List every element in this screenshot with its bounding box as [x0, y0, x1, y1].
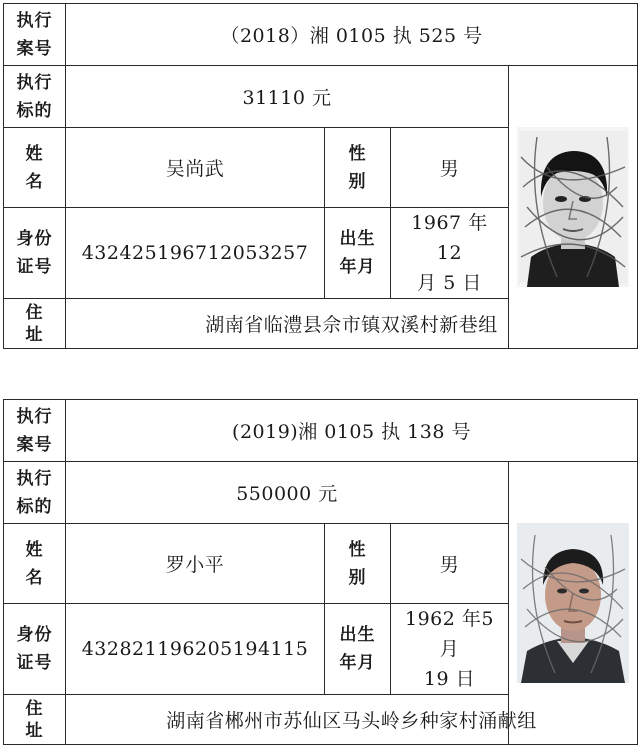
birth-value: 1967 年 12 月 5 日 [391, 208, 509, 299]
address-value: 湖南省郴州市苏仙区马头岭乡种家村涌献组 [66, 695, 638, 745]
name-value: 吴尚武 [66, 128, 325, 208]
birth-label: 出生 年月 [325, 208, 391, 299]
address-value: 湖南省临澧县佘市镇双溪村新巷组 [66, 299, 638, 349]
id-number-label: 身份 证号 [4, 208, 66, 299]
amount-label: 执行 标的 [4, 462, 66, 524]
address-label: 住 址 [4, 695, 66, 745]
case-number-label: 执行 案号 [4, 4, 66, 66]
name-value: 罗小平 [66, 524, 325, 604]
amount-value: 550000 元 [66, 462, 509, 524]
record-card-1 [3, 3, 637, 349]
record-table [3, 399, 638, 745]
id-number-label: 身份 证号 [4, 604, 66, 695]
gender-label: 性 别 [325, 128, 391, 208]
id-number-value: 432821196205194115 [66, 604, 325, 695]
name-label: 姓 名 [4, 128, 66, 208]
portrait-photo [517, 127, 629, 287]
gender-value: 男 [391, 524, 509, 604]
case-number-value: (2019)湘 0105 执 138 号 [66, 400, 638, 462]
case-number-value: （2018）湘 0105 执 525 号 [66, 4, 638, 66]
amount-label: 执行 标的 [4, 66, 66, 128]
portrait-photo [517, 523, 629, 683]
case-number-label: 执行 案号 [4, 400, 66, 462]
id-number-value: 432425196712053257 [66, 208, 325, 299]
amount-value: 31110 元 [66, 66, 509, 128]
record-card-2 [3, 399, 637, 745]
name-label: 姓 名 [4, 524, 66, 604]
record-table [3, 3, 638, 349]
address-label: 住 址 [4, 299, 66, 349]
birth-label: 出生 年月 [325, 604, 391, 695]
gender-value: 男 [391, 128, 509, 208]
birth-value: 1962 年5月 19 日 [391, 604, 509, 695]
gender-label: 性 别 [325, 524, 391, 604]
